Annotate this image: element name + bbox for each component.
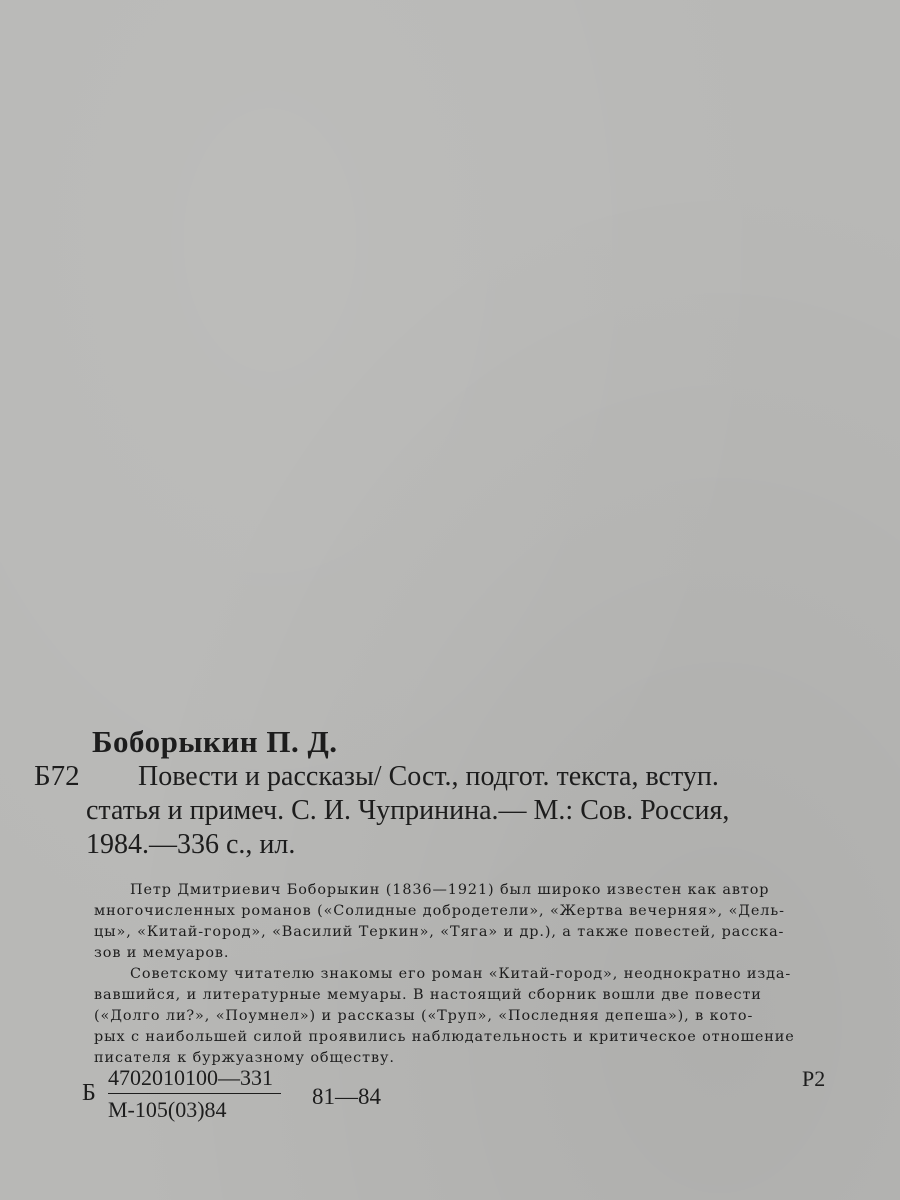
annotation-line: Петр Дмитриевич Боборыкин (1836—1921) был широко известен как автор <box>130 882 770 898</box>
classification-numerator: 4702010100—331 <box>108 1066 281 1094</box>
library-index: Б72 <box>34 760 80 792</box>
classification-prefix: Б <box>82 1080 96 1106</box>
annotation-line: писателя к буржуазному обществу. <box>94 1050 395 1066</box>
annotation-line: зов и мемуаров. <box>94 945 230 961</box>
bibliographic-line: статья и примеч. С. И. Чупринина.— М.: Сов. Россия, <box>86 795 730 826</box>
bibliographic-line: Повести и рассказы/ Сост., подгот. текста, вступ. <box>138 761 719 792</box>
annotation <box>94 880 834 1069</box>
bibliographic-line: 1984.—336 с., ил. <box>86 829 296 860</box>
author-heading: Боборыкин П. Д. <box>92 724 338 759</box>
annotation-line: («Долго ли?», «Поумнел») и рассказы («Труп», «Последняя депеша»), в кото- <box>94 1008 754 1024</box>
annotation-line: многочисленных романов («Солидные добродетели», «Жертва вечерняя», «Дель- <box>94 903 785 919</box>
annotation-line: Советскому читателю знакомы его роман «Китай-город», неоднократно изда- <box>130 966 792 982</box>
classification-range: 81—84 <box>312 1084 381 1109</box>
bibliographic-description <box>86 760 846 862</box>
annotation-line: цы», «Китай-город», «Василий Теркин», «Тяга» и др.), а также повестей, расска- <box>94 924 785 940</box>
annotation-line: рых с наибольшей силой проявились наблюдательность и критическое отношение <box>94 1029 795 1045</box>
classification-category: Р2 <box>802 1066 826 1091</box>
classification-denominator: М-105(03)84 <box>108 1097 227 1122</box>
annotation-line: вавшийся, и литературные мемуары. В настоящий сборник вошли две повести <box>94 987 762 1003</box>
classification-fraction <box>108 1066 281 1122</box>
